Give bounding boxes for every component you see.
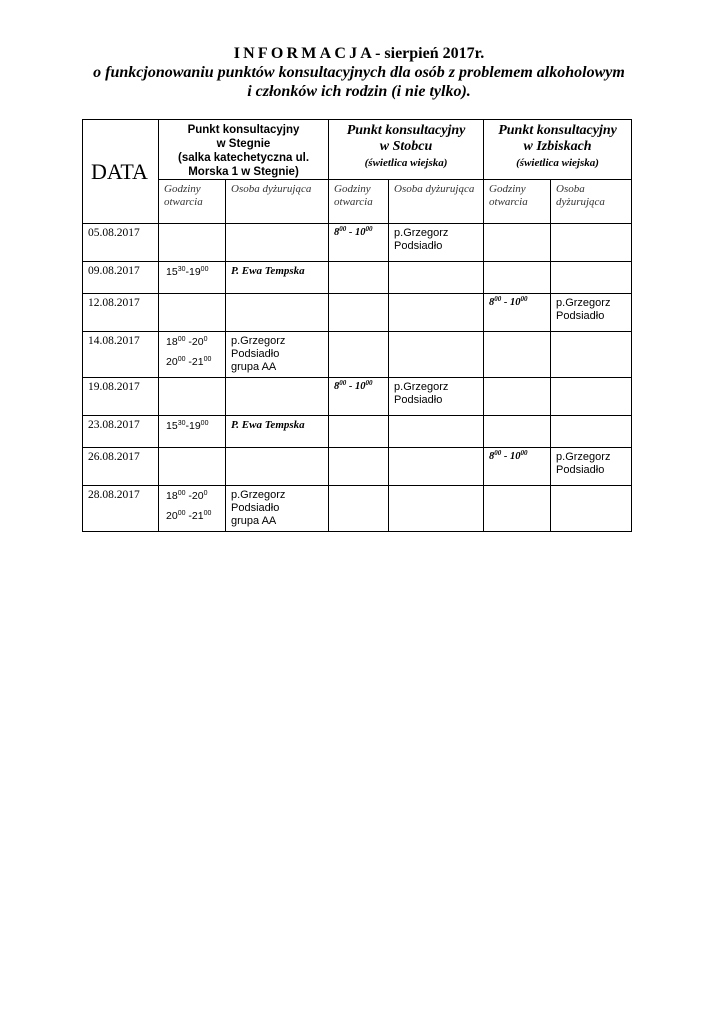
minutes-superscript: 0 [203, 490, 208, 497]
person-cell [551, 262, 632, 294]
hours-cell [484, 448, 551, 486]
sub-header-row [83, 180, 632, 224]
person-cell [389, 224, 484, 262]
date-cell: 19.08.2017 [83, 378, 159, 416]
person-name-line: P. Ewa Tempska [231, 265, 305, 277]
minutes-superscript: 00 [177, 356, 186, 363]
hours-cell [159, 416, 226, 448]
person-cell [389, 262, 484, 294]
header-row [83, 120, 632, 180]
hour-text: -21 [185, 510, 204, 522]
minutes-superscript: 00 [200, 420, 209, 427]
hours-cell [159, 486, 226, 532]
hour-text: - 10 [501, 451, 521, 462]
person-name-line: p.Grzegorz [394, 227, 449, 239]
person-cell [551, 448, 632, 486]
person-cell [389, 332, 484, 378]
hour-text: 18 [166, 336, 178, 348]
person-cell [551, 378, 632, 416]
person-name-line: Podsiadło [231, 502, 280, 514]
hour-text: 20 [166, 356, 178, 368]
title-info-word: INFORMACJA [233, 45, 376, 62]
minutes-superscript: 00 [200, 266, 209, 273]
point-header-line: (salka katechetyczna ul. [177, 152, 310, 164]
minutes-superscript: 00 [203, 356, 212, 363]
point-header-line: (świetlica wiejska) [364, 157, 448, 169]
minutes-superscript: 00 [177, 490, 186, 497]
hours-range [166, 265, 225, 280]
point-header-stegna [159, 120, 329, 180]
point-header-line: w Stegnie [216, 138, 271, 150]
person-cell [389, 416, 484, 448]
hours-cell [329, 486, 389, 532]
minutes-superscript: 00 [339, 225, 347, 233]
date-cell: 23.08.2017 [83, 416, 159, 448]
date-cell: 26.08.2017 [83, 448, 159, 486]
hours-cell [159, 332, 226, 378]
hours-cell [329, 332, 389, 378]
hours-cell [159, 448, 226, 486]
point-header-line: w Izbiskach [523, 139, 592, 154]
table-row [83, 416, 632, 448]
minutes-superscript: 00 [520, 449, 528, 457]
minutes-superscript: 00 [494, 449, 502, 457]
hour-text: 8 [334, 381, 340, 392]
date-column-header: DATA [83, 120, 159, 224]
point-header-line: (świetlica wiejska) [516, 157, 599, 169]
hours-cell [329, 262, 389, 294]
hour-text: 15 [166, 420, 178, 432]
person-sub-header: Osoba dyżurująca [389, 180, 484, 224]
hours-cell [159, 262, 226, 294]
hours-sub-header: Godziny otwarcia [484, 180, 551, 224]
person-sub-header: Osoba dyżurująca [551, 180, 632, 224]
hour-text: - 10 [346, 227, 366, 238]
hours-cell [159, 294, 226, 332]
point-header-line: w Stobcu [379, 139, 433, 154]
date-cell: 05.08.2017 [83, 224, 159, 262]
person-name-line: p.Grzegorz [556, 451, 611, 463]
hours-sub-header: Godziny otwarcia [159, 180, 226, 224]
hours-cell [159, 224, 226, 262]
schedule-table [82, 119, 632, 532]
person-cell [389, 448, 484, 486]
title-month: - sierpień 2017r. [375, 45, 485, 62]
hours-cell [484, 262, 551, 294]
person-cell [389, 378, 484, 416]
person-cell [551, 224, 632, 262]
minutes-superscript: 00 [365, 225, 373, 233]
person-cell [226, 378, 329, 416]
table-row [83, 262, 632, 294]
person-cell [551, 332, 632, 378]
table-row [83, 224, 632, 262]
point-header-line: Punkt konsultacyjny [187, 124, 300, 136]
title-line-1 [0, 44, 718, 63]
point-header-line: Morska 1 w Stegnie) [188, 166, 299, 178]
point-header-line: Punkt konsultacyjny [498, 123, 617, 138]
person-name-line: Podsiadło [556, 310, 605, 322]
minutes-superscript: 00 [494, 295, 502, 303]
person-cell [226, 332, 329, 378]
hours-cell [484, 486, 551, 532]
hours-cell [329, 416, 389, 448]
person-cell [226, 224, 329, 262]
person-cell [389, 294, 484, 332]
point-header-izbiska [484, 120, 632, 180]
date-cell: 09.08.2017 [83, 262, 159, 294]
hours-range [489, 451, 528, 462]
hours-cell [329, 224, 389, 262]
table-row [83, 448, 632, 486]
minutes-superscript: 0 [203, 336, 208, 343]
table-row [83, 332, 632, 378]
hour-text: 8 [334, 227, 340, 238]
person-cell [551, 294, 632, 332]
hour-text: -19 [185, 266, 201, 278]
title-line-2: o funkcjonowaniu punktów konsultacyjnych dla osób z problemem alkoholowym [93, 64, 625, 81]
date-cell: 12.08.2017 [83, 294, 159, 332]
point-header-stobiec [329, 120, 484, 180]
hour-text: 8 [489, 297, 495, 308]
person-name-line: p.Grzegorz [556, 297, 611, 309]
minutes-superscript: 00 [339, 379, 347, 387]
minutes-superscript: 00 [177, 336, 186, 343]
minutes-superscript: 00 [203, 510, 212, 517]
person-cell [551, 416, 632, 448]
person-name-line: Podsiadło [231, 348, 280, 360]
person-name-line: Podsiadło [394, 394, 443, 406]
person-cell [551, 486, 632, 532]
hours-cell [329, 378, 389, 416]
hour-text: 8 [489, 451, 495, 462]
hour-text: 20 [166, 510, 178, 522]
person-cell [226, 294, 329, 332]
hours-range [166, 489, 225, 504]
table-row [83, 294, 632, 332]
hour-text: - 10 [501, 297, 521, 308]
hours-cell [329, 448, 389, 486]
hours-range [334, 227, 373, 238]
minutes-superscript: 30 [177, 266, 186, 273]
hours-range [489, 297, 528, 308]
person-name-line: p.Grzegorz [231, 335, 286, 347]
table-row [83, 486, 632, 532]
person-name-line: P. Ewa Tempska [231, 419, 305, 431]
person-name-line: p.Grzegorz [394, 381, 449, 393]
hours-range [166, 509, 225, 524]
hours-cell [484, 378, 551, 416]
person-name-line: grupa AA [231, 515, 277, 527]
date-cell: 14.08.2017 [83, 332, 159, 378]
hour-text: 15 [166, 266, 178, 278]
hours-cell [159, 378, 226, 416]
person-name-line: Podsiadło [394, 240, 443, 252]
hours-range [334, 381, 373, 392]
hours-sub-header: Godziny otwarcia [329, 180, 389, 224]
hours-range [166, 335, 225, 350]
table-row [83, 378, 632, 416]
point-header-line: Punkt konsultacyjny [346, 123, 466, 138]
hour-text: -20 [185, 336, 204, 348]
hours-cell [484, 416, 551, 448]
person-cell [226, 416, 329, 448]
minutes-superscript: 00 [520, 295, 528, 303]
hour-text: -21 [185, 356, 204, 368]
person-name-line: grupa AA [231, 361, 277, 373]
hour-text: - 10 [346, 381, 366, 392]
hours-range [166, 355, 225, 370]
person-sub-header: Osoba dyżurująca [226, 180, 329, 224]
person-cell [226, 262, 329, 294]
hours-cell [484, 224, 551, 262]
hours-cell [484, 294, 551, 332]
title-line-3: i członków ich rodzin (i nie tylko). [247, 83, 471, 100]
person-name-line: Podsiadło [556, 464, 605, 476]
person-name-line: p.Grzegorz [231, 489, 286, 501]
hours-cell [484, 332, 551, 378]
hours-cell [329, 294, 389, 332]
hour-text: -19 [185, 420, 201, 432]
date-cell: 28.08.2017 [83, 486, 159, 532]
person-cell [226, 448, 329, 486]
hour-text: 18 [166, 490, 178, 502]
minutes-superscript: 00 [365, 379, 373, 387]
hour-text: -20 [185, 490, 204, 502]
hours-range [166, 419, 225, 434]
document-title [0, 44, 718, 101]
minutes-superscript: 00 [177, 510, 186, 517]
person-cell [389, 486, 484, 532]
minutes-superscript: 30 [177, 420, 186, 427]
person-cell [226, 486, 329, 532]
